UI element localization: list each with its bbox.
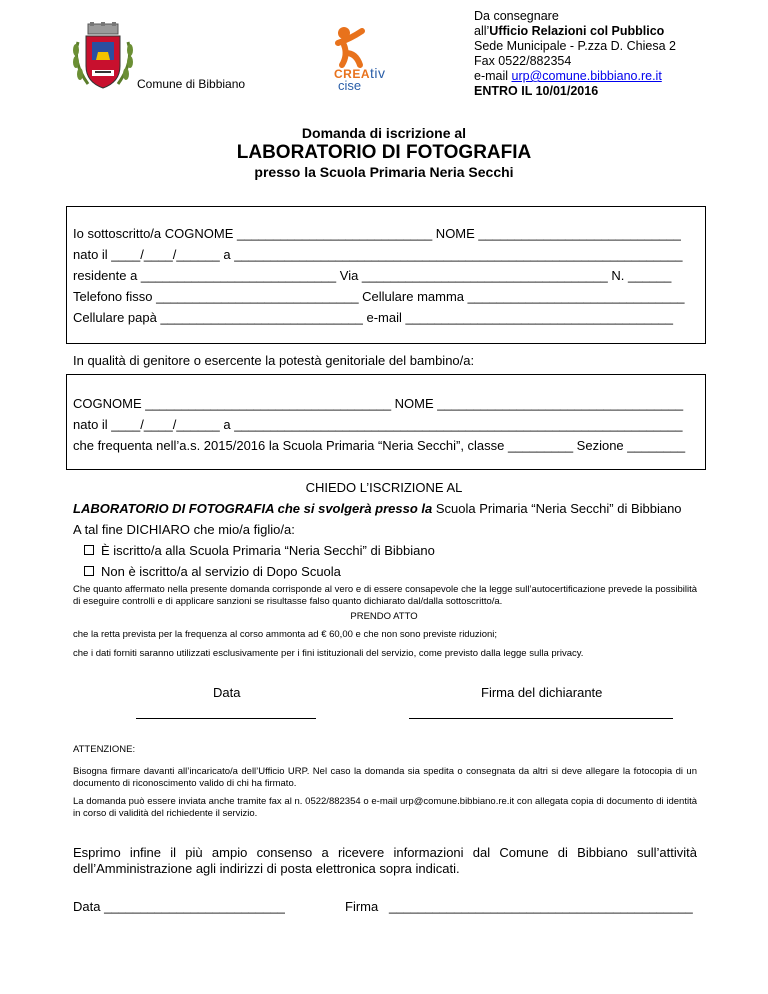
declarant-signature-line[interactable] xyxy=(409,718,673,719)
option-enrolled[interactable]: È iscritto/a alla Scuola Primaria “Neria Secchi” di Bibbiano xyxy=(84,543,435,558)
urp-email-link[interactable]: urp@comune.bibbiano.re.it xyxy=(511,69,662,83)
child-row-2[interactable]: nato il ____/____/______ a ______________________________________________________________ xyxy=(73,417,683,432)
title-line-3: presso la Scuola Primaria Neria Secchi xyxy=(254,164,514,180)
title-line-2: LABORATORIO DI FOTOGRAFIA xyxy=(236,142,532,163)
delivery-deadline: ENTRO IL 10/01/2016 xyxy=(474,84,599,98)
delivery-line-1: Da consegnare xyxy=(474,9,559,23)
applicant-row-2[interactable]: nato il ____/____/______ a ______________________________________________________________ xyxy=(73,247,683,262)
child-row-1[interactable]: COGNOME __________________________________ NOME __________________________________ xyxy=(73,396,684,411)
self-certification-paragraph: Che quanto affermato nella presente domanda corrisponde al vero e di essere consapevole che la legge sull’autocertificazione prevede la possibilità di eseguire controlli e di applicare sanzioni se risultasse falso quanto dichiarato dal/dalla sottoscritto/a. xyxy=(73,584,697,607)
checkbox-not-enrolled[interactable] xyxy=(84,566,94,576)
applicant-row-3[interactable]: residente a ___________________________ Via __________________________________ N. ______ xyxy=(73,268,672,283)
consent-signature-field[interactable]: Firma __________________________________________ xyxy=(345,899,693,914)
logo-tiv-text: tiv xyxy=(370,65,386,81)
consent-date-field[interactable]: Data _________________________ xyxy=(73,899,285,914)
delivery-line-5: e-mail urp@comune.bibbiano.re.it xyxy=(474,69,662,83)
logo-crea-text: CREA xyxy=(334,67,371,81)
parent-statement: In qualità di genitore o esercente la potestà genitoriale del bambino/a: xyxy=(73,353,475,368)
request-heading: CHIEDO L’ISCRIZIONE AL xyxy=(305,480,463,495)
declare-line: A tal fine DICHIARO che mio/a figlio/a: xyxy=(73,522,295,537)
logo-cise-text: cise xyxy=(338,78,362,93)
date-signature-line[interactable] xyxy=(136,718,316,719)
checkbox-enrolled[interactable] xyxy=(84,545,94,555)
privacy-statement: che i dati forniti saranno utilizzati esclusivamente per i fini istituzionali del servizio, come previsto dalla legge sulla privacy. xyxy=(73,648,584,659)
option-not-enrolled[interactable]: Non è iscritto/a al servizio di Dopo Scuola xyxy=(84,564,341,579)
applicant-row-1[interactable]: Io sottoscritto/a COGNOME ___________________________ NOME ____________________________ xyxy=(73,226,681,241)
delivery-line-3: Sede Municipale - P.zza D. Chiesa 2 xyxy=(474,39,676,53)
attention-paragraph-2: La domanda può essere inviata anche tramite fax al n. 0522/882354 o e-mail urp@comune.bibbiano.re.it con allegata copia di documento di identità in corso di validità del richiedente il servizio. xyxy=(73,796,697,819)
signature-sign-label: Firma del dichiarante xyxy=(481,685,603,700)
title-line-1: Domanda di iscrizione al xyxy=(301,125,467,141)
prendo-atto-heading: PRENDO ATTO xyxy=(350,611,418,622)
coat-of-arms-logo xyxy=(68,22,138,94)
fee-statement: che la retta prevista per la frequenza al corso ammonta ad € 60,00 e che non sono previste riduzioni; xyxy=(73,629,498,640)
request-course-line: LABORATORIO DI FOTOGRAFIA che si svolgerà presso la Scuola Primaria “Neria Secchi” di Bibbiano xyxy=(73,501,682,516)
creativ-cise-logo xyxy=(330,25,430,95)
attention-paragraph-1: Bisogna firmare davanti all’incaricato/a dell’Ufficio URP. Nel caso la domanda sia spedita o consegnata da altri si deve allegare la fotocopia di un documento di riconoscimento valido di chi ha firmato. xyxy=(73,766,697,789)
municipality-name: Comune di Bibbiano xyxy=(137,77,246,91)
delivery-line-2: all’Ufficio Relazioni col Pubblico xyxy=(474,24,665,38)
attention-heading: ATTENZIONE: xyxy=(73,744,136,755)
child-row-3[interactable]: che frequenta nell’a.s. 2015/2016 la Scuola Primaria “Neria Secchi”, classe _________ Sezione ________ xyxy=(73,438,686,453)
delivery-info xyxy=(474,9,676,99)
signature-date-label: Data xyxy=(213,685,241,700)
applicant-row-4[interactable]: Telefono fisso ____________________________ Cellulare mamma ______________________________ xyxy=(73,289,685,304)
consent-paragraph: Esprimo infine il più ampio consenso a ricevere informazioni dal Comune di Bibbiano sull’attività dell’Amministrazione agli indirizzi di posta elettronica sopra indicati. xyxy=(73,845,697,876)
applicant-row-5[interactable]: Cellulare papà ____________________________ e-mail _____________________________________ xyxy=(73,310,674,325)
delivery-line-4: Fax 0522/882354 xyxy=(474,54,572,68)
